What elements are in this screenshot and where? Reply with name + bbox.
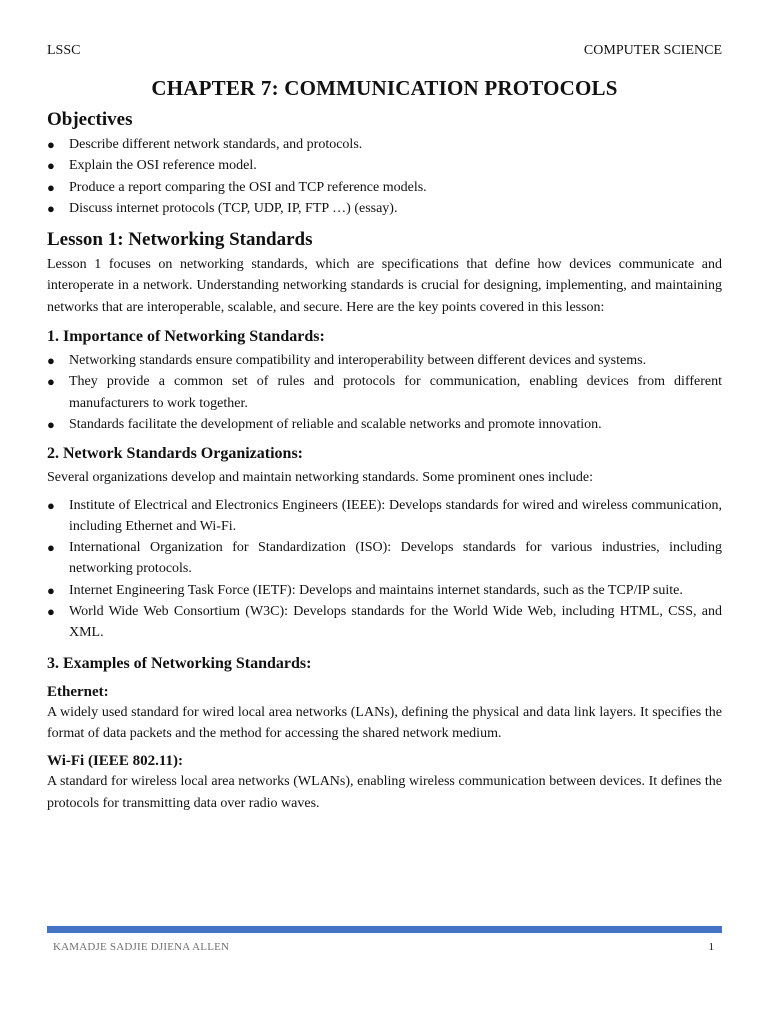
footer-author: KAMADJE SADJIE DJIENA ALLEN <box>53 941 230 953</box>
section-2-list <box>47 495 722 644</box>
list-item: ● Institute of Electrical and Electronics Engineers (IEEE): Develops standards for wired and wireless communication, including Ethernet and Wi-Fi. <box>47 495 722 538</box>
list-item: ● World Wide Web Consortium (W3C): Develops standards for the World Wide Web, including HTML, CSS, and XML. <box>47 601 722 644</box>
lesson-intro: Lesson 1 focuses on networking standards, which are specifications that define how devices communicate and interoperate in a network. Understanding networking standards is crucial for designing, implementing, and maintaining networks that are interoperable, scalable, and secure. Here are the key points covered in this lesson: <box>47 257 722 315</box>
bullet-icon: ● <box>47 604 55 620</box>
list-item: ● They provide a common set of rules and protocols for communication, enabling devices from different manufacturers to work together. <box>47 371 722 414</box>
header-school: LSSC <box>47 43 81 58</box>
list-item: ● Standards facilitate the development of reliable and scalable networks and promote innovation. <box>47 414 722 435</box>
bullet-icon: ● <box>47 158 55 174</box>
bullet-icon: ● <box>47 374 55 390</box>
list-item: ● Internet Engineering Task Force (IETF): Develops and maintains internet standards, such as the TCP/IP suite. <box>47 580 722 601</box>
wifi-title: Wi-Fi (IEEE 802.11): <box>47 753 183 770</box>
wifi-text: A standard for wireless local area networks (WLANs), enabling wireless communication between devices. It defines the protocols for transmitting data over radio waves. <box>47 774 722 811</box>
bullet-icon: ● <box>47 179 55 195</box>
lesson-heading: Lesson 1: Networking Standards <box>47 229 313 251</box>
section-2-heading: 2. Network Standards Organizations: <box>47 445 304 463</box>
bullet-icon: ● <box>47 137 55 152</box>
page-header <box>47 43 722 61</box>
section-1-heading: 1. Importance of Networking Standards: <box>47 328 325 346</box>
section-2-intro: Several organizations develop and maintain networking standards. Some prominent ones include: <box>47 470 593 486</box>
list-item: ● Networking standards ensure compatibility and interoperability between different devices and systems. <box>47 350 722 371</box>
section-3-heading: 3. Examples of Networking Standards: <box>47 654 312 672</box>
ethernet-text: A widely used standard for wired local area networks (LANs), defining the physical and data link layers. It specifies the format of data packets and the method for accessing the shared network medium. <box>47 704 722 741</box>
objectives-heading: Objectives <box>47 109 133 130</box>
bullet-icon: ● <box>47 200 55 216</box>
bullet-icon: ● <box>47 353 55 369</box>
section-1-list <box>47 350 722 435</box>
objectives-list <box>47 134 722 219</box>
list-item: ● Describe different network standards, and protocols. <box>47 134 722 155</box>
list-item: ● Produce a report comparing the OSI and TCP reference models. <box>47 177 722 198</box>
page-number: 1 <box>708 941 714 953</box>
list-item: ● International Organization for Standardization (ISO): Develops standards for various industries, including networking protocols. <box>47 537 722 580</box>
bullet-icon: ● <box>47 582 55 598</box>
chapter-title: CHAPTER 7: COMMUNICATION PROTOCOLS <box>151 76 618 100</box>
bullet-icon: ● <box>47 540 55 556</box>
ethernet-title: Ethernet: <box>47 683 109 700</box>
document-page <box>47 0 722 1024</box>
list-item: ● Discuss internet protocols (TCP, UDP, IP, FTP …) (essay). <box>47 198 722 219</box>
list-item: ● Explain the OSI reference model. <box>47 155 722 176</box>
header-subject: COMPUTER SCIENCE <box>583 43 722 58</box>
page-content <box>47 74 722 814</box>
footer-rule <box>47 926 722 933</box>
bullet-icon: ● <box>47 416 55 432</box>
bullet-icon: ● <box>47 497 55 513</box>
